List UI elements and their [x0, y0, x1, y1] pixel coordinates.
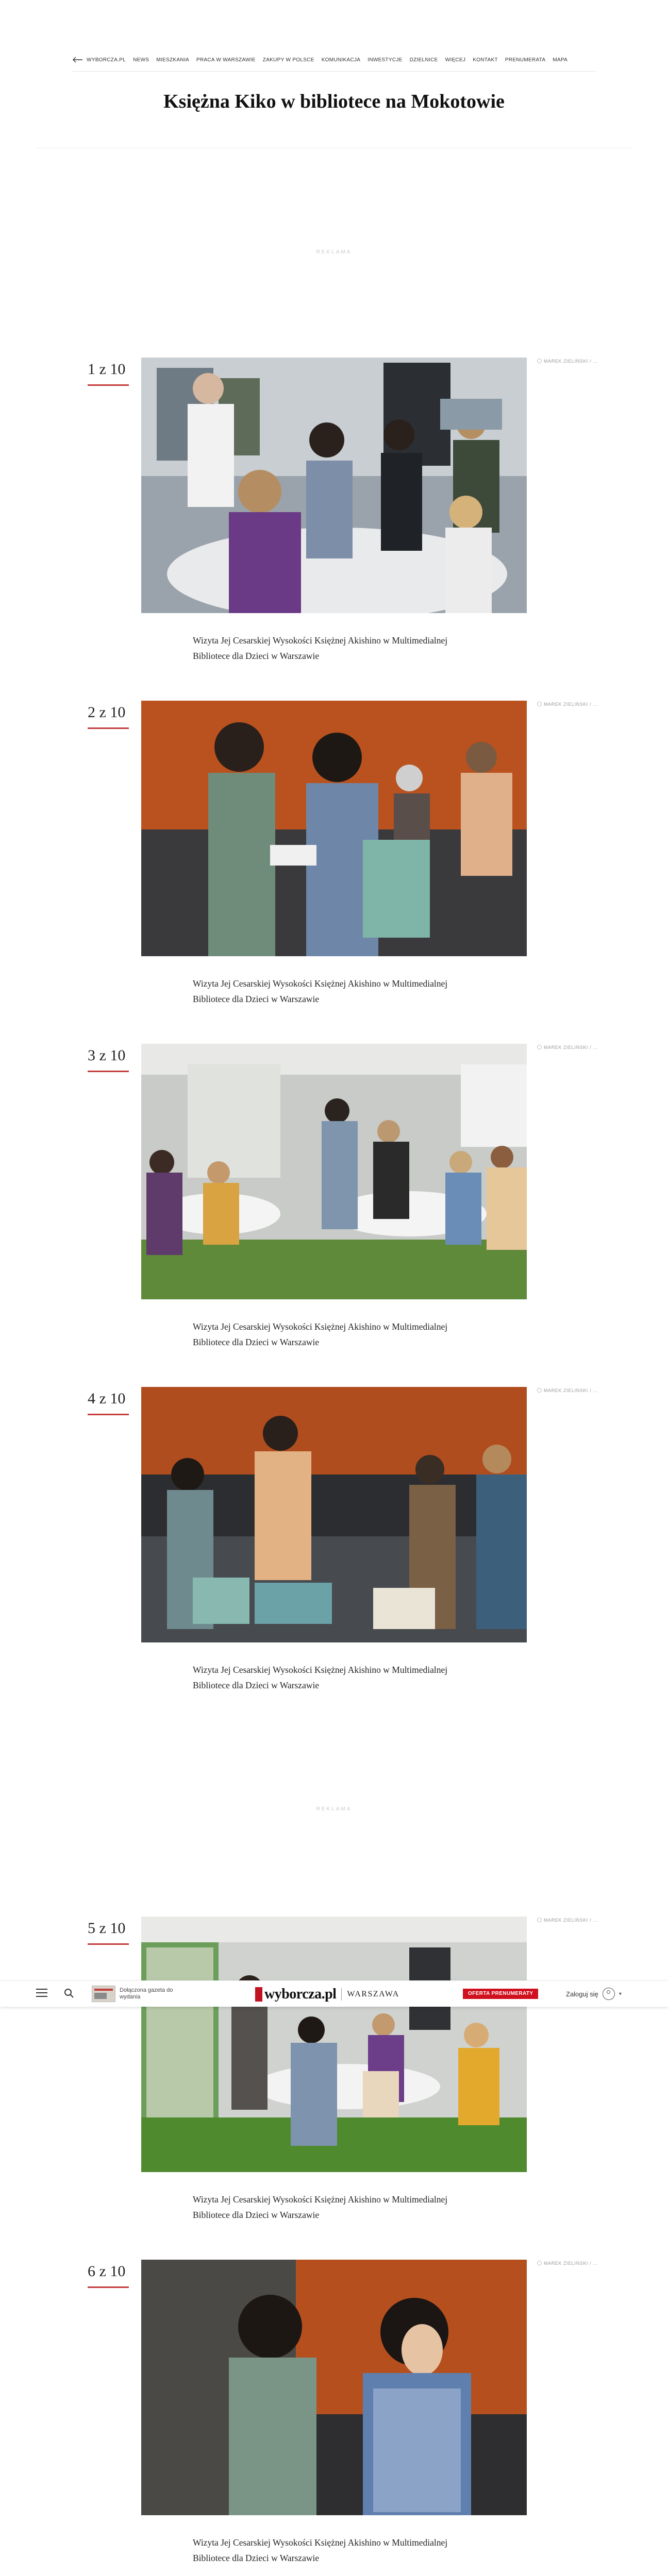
camera-icon	[537, 2261, 542, 2265]
logo-mark	[255, 1987, 262, 2002]
gallery-photo[interactable]	[141, 358, 527, 613]
photo-credit-text: MAREK ZIELIŃSKI / …	[544, 1918, 598, 1923]
nav-item-mieszkania[interactable]: MIESZKANIA	[156, 57, 189, 63]
nav-divider	[72, 71, 596, 72]
photo-credit	[537, 702, 598, 707]
gallery-item	[0, 2260, 668, 2576]
photo-credit-text: MAREK ZIELIŃSKI / …	[544, 1045, 598, 1050]
nav-item-komunikacja[interactable]: KOMUNIKACJA	[321, 57, 361, 63]
gallery-item	[0, 358, 668, 687]
camera-icon	[537, 359, 542, 363]
photo-2-image	[141, 701, 527, 956]
nav-item-prenumerata[interactable]: PRENUMERATA	[505, 57, 546, 63]
login-label: Zaloguj się	[566, 1990, 598, 1998]
hamburger-menu-icon[interactable]	[36, 1989, 47, 1998]
photo-6-image	[141, 2260, 527, 2515]
gallery-item	[0, 1044, 668, 1374]
gallery-photo[interactable]	[141, 1387, 527, 1642]
chevron-down-icon: ▾	[619, 1991, 622, 1997]
gallery-photo[interactable]	[141, 1044, 527, 1299]
camera-icon	[537, 1045, 542, 1049]
promo-text: Dołączona gazeta do wydania	[120, 1987, 173, 2000]
photo-credit-text: MAREK ZIELIŃSKI / …	[544, 1388, 598, 1393]
nav-item-wiecej[interactable]: WIĘCEJ	[445, 57, 466, 63]
photo-counter: 2 z 10	[88, 701, 129, 729]
photo-caption: Wizyta Jej Cesarskiej Wysokości Księżnej Akishino w Multimedialnej Bibliotece dla Dzieci w Warszawie	[193, 2537, 448, 2563]
photo-4-image	[141, 1387, 527, 1642]
nav-item-dzielnice[interactable]: DZIELNICE	[409, 57, 438, 63]
photo-credit	[537, 1045, 598, 1050]
photo-caption: Wizyta Jej Cesarskiej Wysokości Księżnej Akishino w Multimedialnej Bibliotece dla Dzieci w Warszawie	[193, 1665, 448, 1690]
photo-credit	[537, 1918, 598, 1923]
back-link[interactable]	[72, 57, 126, 63]
nav-item-inwestycje[interactable]: INWESTYCJE	[368, 57, 403, 63]
gallery-photo[interactable]	[141, 2260, 527, 2515]
login-button[interactable]	[566, 1988, 622, 2000]
photo-1-image	[141, 358, 527, 613]
photo-caption: Wizyta Jej Cesarskiej Wysokości Księżnej Akishino w Multimedialnej Bibliotece dla Dzieci w Warszawie	[193, 635, 448, 661]
camera-icon	[537, 1388, 542, 1393]
logo-separator	[341, 1988, 342, 2001]
arrow-left-icon	[72, 57, 84, 63]
subscription-offer-button[interactable]: OFERTA PRENUMERATY	[463, 1989, 538, 1999]
ad-label: REKLAMA	[316, 1806, 352, 1812]
page-title: Księżna Kiko w bibliotece na Mokotowie	[163, 91, 505, 112]
ad-label: REKLAMA	[316, 249, 352, 255]
photo-counter: 3 z 10	[88, 1044, 129, 1072]
nav-item-mapa[interactable]: MAPA	[553, 57, 568, 63]
nav-item-kontakt[interactable]: KONTAKT	[473, 57, 498, 63]
top-navigation	[72, 54, 567, 65]
logo-name: wyborcza.pl	[264, 1986, 337, 2002]
photo-3-image	[141, 1044, 527, 1299]
newspaper-promo[interactable]	[92, 1986, 181, 2002]
photo-credit-text: MAREK ZIELIŃSKI / …	[544, 359, 598, 364]
photo-credit-text: MAREK ZIELIŃSKI / …	[544, 2261, 598, 2266]
nav-item-zakupy[interactable]: ZAKUPY W POLSCE	[262, 57, 314, 63]
back-link-label: WYBORCZA.PL	[87, 57, 126, 63]
photo-5-image	[141, 1917, 527, 2172]
user-avatar-icon	[603, 1988, 615, 2000]
logo-city: WARSZAWA	[347, 1990, 399, 1998]
photo-caption: Wizyta Jej Cesarskiej Wysokości Księżnej Akishino w Multimedialnej Bibliotece dla Dzieci w Warszawie	[193, 978, 448, 1004]
gallery-item	[0, 1387, 668, 1717]
nav-item-news[interactable]: NEWS	[133, 57, 149, 63]
newspaper-thumbnail	[92, 1986, 115, 2002]
search-icon[interactable]	[64, 1988, 74, 1998]
gallery-photo[interactable]	[141, 701, 527, 956]
photo-credit-text: MAREK ZIELIŃSKI / …	[544, 702, 598, 707]
photo-credit	[537, 1388, 598, 1393]
gallery-photo[interactable]	[141, 1917, 527, 2172]
sticky-header	[0, 1980, 668, 2007]
photo-counter: 1 z 10	[88, 358, 129, 386]
photo-caption: Wizyta Jej Cesarskiej Wysokości Księżnej Akishino w Multimedialnej Bibliotece dla Dzieci w Warszawie	[193, 1321, 448, 1347]
gallery-item	[0, 1917, 668, 2246]
photo-counter: 6 z 10	[88, 2260, 129, 2288]
photo-counter: 4 z 10	[88, 1387, 129, 1415]
camera-icon	[537, 1918, 542, 1922]
nav-item-praca[interactable]: PRACA W WARSZAWIE	[196, 57, 256, 63]
camera-icon	[537, 702, 542, 706]
photo-counter: 5 z 10	[88, 1917, 129, 1945]
gallery-item	[0, 701, 668, 1030]
site-logo[interactable]	[255, 1986, 399, 2003]
photo-caption: Wizyta Jej Cesarskiej Wysokości Księżnej Akishino w Multimedialnej Bibliotece dla Dzieci w Warszawie	[193, 2194, 448, 2220]
photo-credit	[537, 359, 598, 364]
photo-credit	[537, 2261, 598, 2266]
